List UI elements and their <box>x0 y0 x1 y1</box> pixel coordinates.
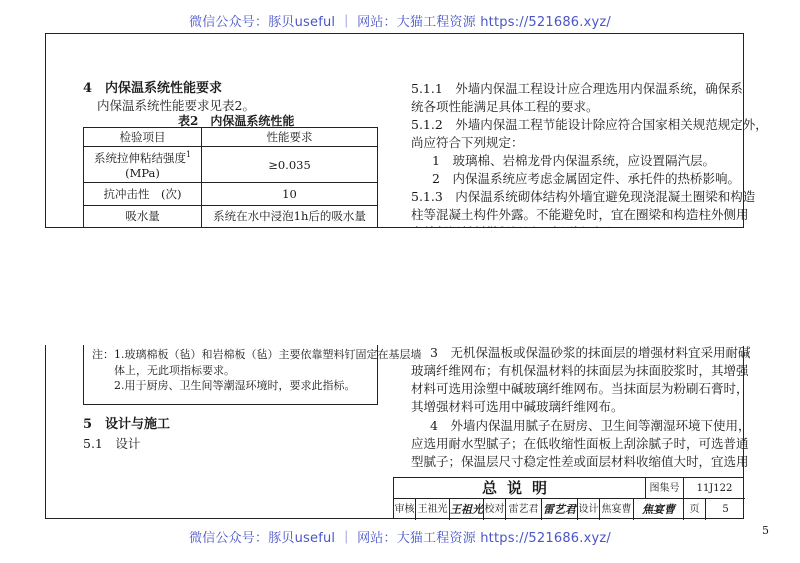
lower-line-2: 玻璃纤维网布；有机保温材料的抹面层为抹面胶浆时，其增强 <box>411 363 749 378</box>
scan-gap <box>46 228 746 346</box>
lower-line-5: 4 外墙内保温用腻子在厨房、卫生间等潮湿环境下使用， <box>430 418 751 433</box>
atlas-number: 11J122 <box>684 478 745 499</box>
watermark-top: 微信公众号：豚贝useful ｜ 网站：大猫工程资源 https://521686.xyz/ <box>189 15 611 30</box>
section-5-title: 5 设计与施工 <box>83 417 171 432</box>
para-5-1-2-line-2: 尚应符合下列规定： <box>411 135 524 150</box>
check-name: 雷艺君 <box>506 499 542 520</box>
lower-line-4: 其增强材料可选用中碱玻璃纤维网布。 <box>411 399 624 414</box>
table-cell-item: 吸水量 <box>84 206 202 242</box>
drawing-title: 总说明 <box>394 478 646 499</box>
lower-line-6: 应选用耐水型腻子；在低收缩性面板上刮涂腻子时，可选普通 <box>411 436 749 451</box>
page-label: 页 <box>684 499 706 520</box>
table-2-caption: 表2 内保温系统性能 <box>178 114 295 128</box>
table-cell-requirement: 系统在水中浸泡1h后的吸水量 <box>202 206 378 242</box>
table-2 <box>83 127 378 242</box>
lower-line-3: 材料可选用涂塑中碱玻璃纤维网布。当抹面层为粉刷石膏时， <box>411 381 749 396</box>
watermark-bottom: 微信公众号：豚贝useful ｜ 网站：大猫工程资源 https://521686.xyz/ <box>189 531 611 546</box>
table-row <box>84 183 378 206</box>
para-5-1-3-line-1: 5.1.3 内保温系统砌体结构外墙宜避免现浇混凝土圈梁和构造 <box>411 189 756 204</box>
section-4-intro: 内保温系统性能要求见表2。 <box>97 98 255 113</box>
table-row <box>84 147 378 183</box>
page-number: 5 <box>762 524 769 537</box>
table-header-row <box>84 128 378 147</box>
para-5-1-1-line-2: 统各项性能满足具体工程的要求。 <box>411 99 599 114</box>
table-header-requirement: 性能要求 <box>202 128 378 147</box>
table-notes <box>83 345 422 405</box>
section-4-title: 4 内保温系统性能要求 <box>83 81 223 96</box>
table-header-item: 检验项目 <box>84 128 202 147</box>
review-label: 审核 <box>394 499 416 520</box>
table-cell-item: 抗冲击性 (次) <box>84 183 202 206</box>
table-cell-requirement: ≥0.035 <box>202 147 378 183</box>
row1-note-ref: 1 <box>185 149 192 159</box>
note-line: 注：1.玻璃棉板（毡）和岩棉板（毡）主要依靠塑料钉固定在基层墙 <box>92 348 422 361</box>
table-cell-item <box>84 147 202 183</box>
design-signature: 焦宴曹 <box>634 499 684 520</box>
para-5-1-2-line-1: 5.1.2 外墙内保温工程节能设计除应符合国家相关规范规定外， <box>411 117 768 132</box>
page-number-cell: 5 <box>722 504 729 515</box>
design-label: 设计 <box>578 499 600 520</box>
section-5-1-title: 5.1 设计 <box>83 436 141 451</box>
design-name: 焦宴曹 <box>600 499 634 520</box>
row1-item-a: 系统拉伸粘结强度 <box>93 150 186 165</box>
review-signature: 王祖光 <box>450 499 484 520</box>
check-signature: 雷艺君 <box>542 499 578 520</box>
note-line: 体上，无此项指标要求。 <box>92 363 235 377</box>
row1-item-b: (MPa) <box>125 165 160 180</box>
para-5-1-1-line-1: 5.1.1 外墙内保温工程设计应合理选用内保温系统，确保系 <box>411 81 743 96</box>
title-block <box>393 477 744 519</box>
para-5-1-3-line-2: 柱等混凝土构件外露。不能避免时，宜在圈梁和构造柱外侧用 <box>411 207 749 222</box>
note-line: 2.用于厨房、卫生间等潮湿环境时，要求此指标。 <box>92 379 356 392</box>
check-label: 校对 <box>484 499 506 520</box>
review-name: 王祖光 <box>416 499 450 520</box>
atlas-label: 图集号 <box>646 478 684 499</box>
para-5-1-2-item-1: 1 玻璃棉、岩棉龙骨内保温系统，应设置隔汽层。 <box>432 153 715 168</box>
lower-line-7: 型腻子；保温层尺寸稳定性差或面层材料收缩值大时，宜选用 <box>411 454 749 469</box>
table-cell-requirement: 10 <box>202 183 378 206</box>
lower-line-1: 3 无机保温板或保温砂浆的抹面层的增强材料宜采用耐碱 <box>430 345 751 360</box>
para-5-1-2-item-2: 2 内保温系统应考虑金属固定件、承托件的热桥影响。 <box>432 171 740 186</box>
